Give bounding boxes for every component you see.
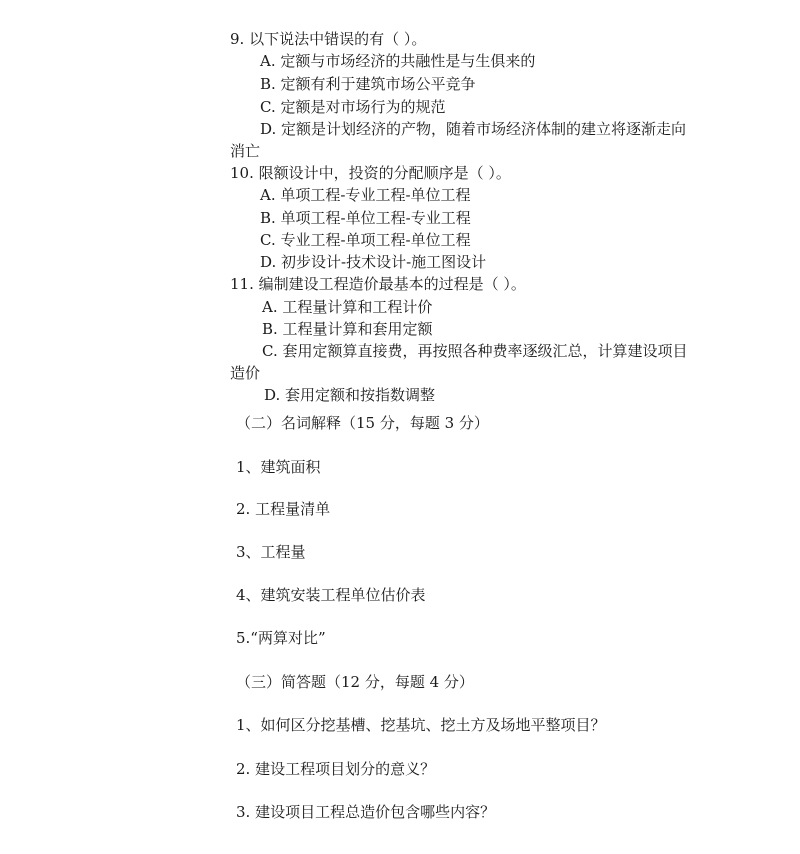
section3-item-3: 3. 建设项目工程总造价包含哪些内容？ — [236, 803, 496, 821]
section3-heading: （三）简答题（12 分，每题 4 分） — [236, 673, 474, 691]
q9-option-c: C. 定额是对市场行为的规范 — [260, 98, 446, 116]
q11-option-c-continued: 造价 — [230, 364, 261, 382]
q11-stem: 11. 编制建设工程造价最基本的过程是（ ）。 — [230, 275, 526, 293]
q11-option-c: C. 套用定额算直接费，再按照各种费率逐级汇总，计算建设项目 — [262, 342, 688, 360]
q9-option-a: A. 定额与市场经济的共融性是与生俱来的 — [260, 52, 536, 70]
section2-item-3: 3、工程量 — [236, 543, 306, 561]
q11-option-b: B. 工程量计算和套用定额 — [262, 320, 433, 338]
q10-option-a: A. 单项工程-专业工程-单位工程 — [260, 186, 471, 204]
q9-stem: 9. 以下说法中错误的有（ ）。 — [230, 30, 427, 48]
q9-option-d-continued: 消亡 — [230, 142, 261, 160]
section3-item-2: 2. 建设工程项目划分的意义？ — [236, 760, 436, 778]
section2-item-2: 2. 工程量清单 — [236, 500, 331, 518]
q9-option-d: D. 定额是计划经济的产物，随着市场经济体制的建立将逐渐走向 — [260, 120, 687, 138]
section2-item-5: 5.“两算对比” — [236, 629, 326, 647]
section3-item-1: 1、如何区分挖基槽、挖基坑、挖土方及场地平整项目？ — [236, 716, 606, 734]
q11-option-a: A. 工程量计算和工程计价 — [262, 298, 433, 316]
q10-option-d: D. 初步设计-技术设计-施工图设计 — [260, 253, 487, 271]
q9-option-b: B. 定额有利于建筑市场公平竞争 — [260, 75, 476, 93]
section2-item-1: 1、建筑面积 — [236, 458, 321, 476]
q11-option-d: D. 套用定额和按指数调整 — [264, 386, 436, 404]
section2-heading: （二）名词解释（15 分，每题 3 分） — [236, 414, 489, 432]
q10-stem: 10. 限额设计中，投资的分配顺序是（ ）。 — [230, 164, 511, 182]
q10-option-b: B. 单项工程-单位工程-专业工程 — [260, 209, 471, 227]
section2-item-4: 4、建筑安装工程单位估价表 — [236, 586, 426, 604]
q10-option-c: C. 专业工程-单项工程-单位工程 — [260, 231, 471, 249]
